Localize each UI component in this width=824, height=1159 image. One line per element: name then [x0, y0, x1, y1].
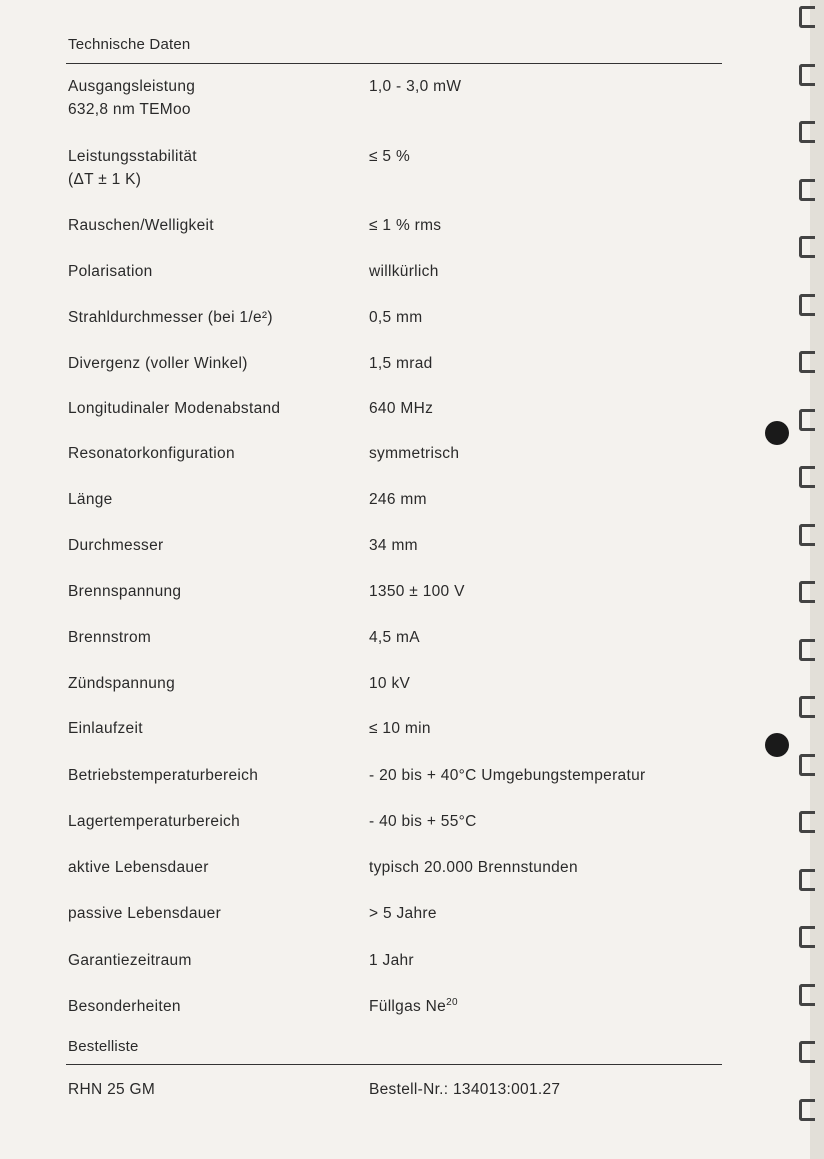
binding-coil — [799, 409, 815, 431]
binding-coil — [799, 236, 815, 258]
spec-value — [369, 949, 414, 972]
spec-label — [68, 75, 195, 121]
spec-value-text: 1,0 - 3,0 mW — [369, 78, 462, 95]
binding-coil — [799, 524, 815, 546]
spec-label-line: Betriebstemperaturbereich — [68, 767, 259, 784]
spec-value-text: - 20 bis + 40°C Umgebungstemperatur — [369, 767, 646, 784]
spec-label-line: 632,8 nm TEMoo — [68, 101, 191, 118]
spec-value — [369, 397, 433, 420]
spec-value-text: typisch 20.000 Brennstunden — [369, 859, 578, 876]
spec-value-text: 1,5 mrad — [369, 355, 433, 372]
binding-coil — [799, 754, 815, 776]
spec-value — [369, 488, 427, 511]
spec-value — [369, 534, 418, 557]
spec-value — [369, 145, 410, 168]
spec-value — [369, 352, 433, 375]
spec-label-line: Lagertemperaturbereich — [68, 813, 241, 830]
spec-value-superscript: 20 — [446, 996, 458, 1008]
binding-coil — [799, 121, 815, 143]
spec-label — [68, 442, 235, 465]
spec-label-line: Brennspannung — [68, 583, 182, 600]
spec-label — [68, 717, 143, 740]
binding-coil — [799, 1041, 815, 1063]
spec-label — [68, 214, 214, 237]
spec-value — [369, 717, 431, 740]
spec-label-line: Garantiezeitraum — [68, 952, 192, 969]
spec-value-text: ≤ 5 % — [369, 148, 411, 165]
spec-label — [68, 534, 163, 557]
spec-label-line: Resonatorkonfiguration — [68, 445, 235, 462]
spec-value-text: 1 Jahr — [369, 952, 414, 969]
spec-label — [68, 580, 181, 603]
order-rule — [66, 1064, 722, 1065]
spec-label-line: Ausgangsleistung — [68, 78, 196, 95]
section-title: Technische Daten — [68, 36, 191, 53]
binding-coil — [799, 6, 815, 28]
spec-label — [68, 856, 209, 879]
binding-coil — [799, 926, 815, 948]
binding-coil — [799, 64, 815, 86]
spec-value-text: ≤ 1 % rms — [369, 217, 442, 234]
binding-coil — [799, 639, 815, 661]
spec-label-line: Polarisation — [68, 263, 153, 280]
spec-value — [369, 995, 458, 1018]
spec-value-text: 34 mm — [369, 537, 418, 554]
spec-label-line: Leistungsstabilität — [68, 148, 197, 165]
spec-value — [369, 810, 477, 833]
spec-label-line: Zündspannung — [68, 675, 176, 692]
spec-label-line: Divergenz (voller Winkel) — [68, 355, 248, 372]
spec-value — [369, 260, 439, 283]
binding-coil — [799, 466, 815, 488]
spec-value — [369, 306, 422, 329]
spec-value-text: Füllgas Ne — [369, 998, 447, 1015]
spec-value — [369, 75, 461, 98]
spec-label — [68, 626, 151, 649]
spec-value — [369, 856, 578, 879]
spec-label-line: Longitudinaler Modenabstand — [68, 400, 281, 417]
spec-label-line: Besonderheiten — [68, 998, 181, 1015]
spec-value — [369, 442, 459, 465]
spec-value-text: symmetrisch — [369, 445, 460, 462]
spec-value — [369, 626, 420, 649]
spec-label — [68, 397, 280, 420]
order-product: RHN 25 GM — [68, 1081, 156, 1098]
spec-label — [68, 764, 258, 787]
spec-label — [68, 995, 181, 1018]
spec-label — [68, 488, 113, 511]
spec-value — [369, 672, 410, 695]
spec-label-line: (ΔT ± 1 K) — [68, 171, 142, 188]
spec-label — [68, 352, 248, 375]
spec-label-line: Einlaufzeit — [68, 720, 143, 737]
spec-value — [369, 214, 441, 237]
spec-label-line: Länge — [68, 491, 113, 508]
spec-label-line: Rauschen/Welligkeit — [68, 217, 214, 234]
spec-value-text: 1350 ± 100 V — [369, 583, 465, 600]
spec-value — [369, 580, 465, 603]
section-rule — [66, 63, 722, 64]
spec-label-line: Brennstrom — [68, 629, 152, 646]
spec-value — [369, 902, 437, 925]
spec-value-text: 246 mm — [369, 491, 427, 508]
spec-value-text: 10 kV — [369, 675, 411, 692]
binding-coil — [799, 179, 815, 201]
binding-coil — [799, 351, 815, 373]
order-title: Bestelliste — [68, 1038, 139, 1055]
punch-hole — [765, 421, 789, 445]
spec-value-text: > 5 Jahre — [369, 905, 437, 922]
spec-value-text: - 40 bis + 55°C — [369, 813, 477, 830]
binding-coil — [799, 1099, 815, 1121]
spec-label — [68, 672, 175, 695]
binding-coil — [799, 811, 815, 833]
spec-label — [68, 902, 221, 925]
spec-label — [68, 949, 192, 972]
spec-label — [68, 810, 240, 833]
spec-value-text: ≤ 10 min — [369, 720, 431, 737]
spec-label — [68, 306, 273, 329]
spec-label-line: Strahldurchmesser (bei 1/e²) — [68, 309, 273, 326]
binding-coil — [799, 984, 815, 1006]
spec-value — [369, 764, 645, 787]
binding-coil — [799, 581, 815, 603]
binding-coil — [799, 869, 815, 891]
spec-value-text: 4,5 mA — [369, 629, 420, 646]
spec-label-line: passive Lebensdauer — [68, 905, 222, 922]
punch-hole — [765, 733, 789, 757]
spec-label-line: Durchmesser — [68, 537, 164, 554]
spec-value-text: 0,5 mm — [369, 309, 423, 326]
binding-coil — [799, 696, 815, 718]
spec-label — [68, 260, 153, 283]
spec-label — [68, 145, 197, 191]
spec-value-text: 640 MHz — [369, 400, 434, 417]
order-number: Bestell-Nr.: 134013:001.27 — [369, 1081, 561, 1098]
spec-value-text: willkürlich — [369, 263, 439, 280]
binding-coil — [799, 294, 815, 316]
spec-label-line: aktive Lebensdauer — [68, 859, 209, 876]
